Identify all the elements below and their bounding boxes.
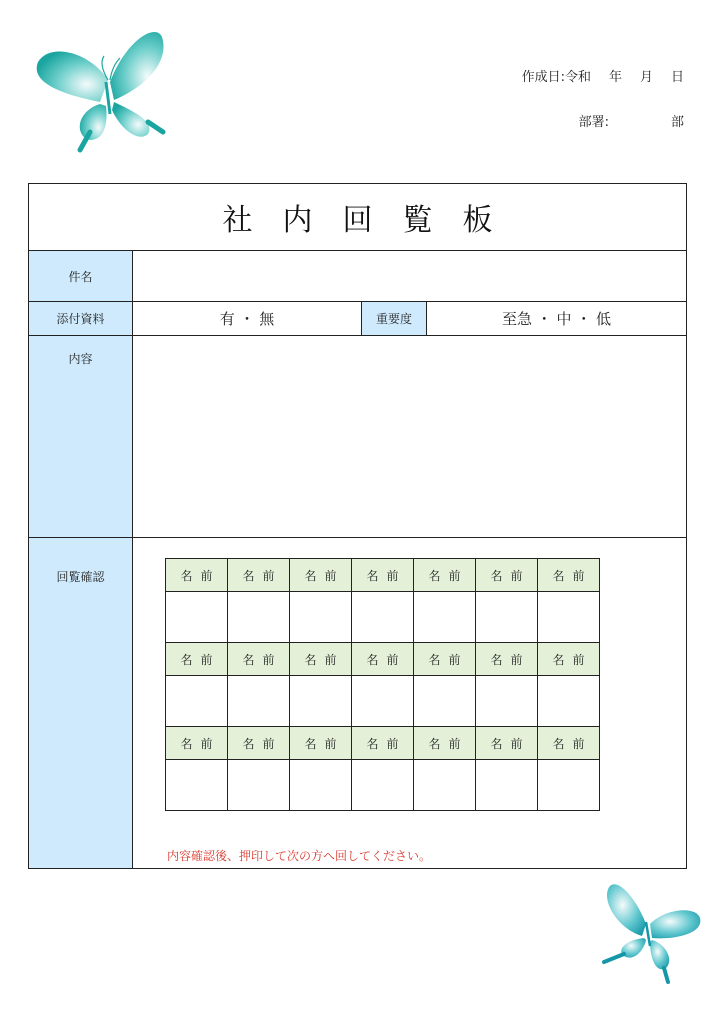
stamp-cell[interactable] bbox=[290, 592, 352, 643]
name-header: 名前 bbox=[352, 559, 414, 592]
month-unit: 月 bbox=[639, 70, 653, 85]
stamp-grid bbox=[165, 558, 600, 811]
title-row bbox=[29, 184, 686, 251]
form-title: 社内回覧板 bbox=[222, 203, 523, 238]
year-unit: 年 bbox=[608, 70, 622, 85]
butterfly-icon bbox=[596, 878, 708, 988]
priority-label: 重要度 bbox=[361, 302, 427, 335]
name-header: 名前 bbox=[476, 643, 538, 676]
subject-field[interactable] bbox=[133, 251, 686, 301]
name-header: 名前 bbox=[290, 643, 352, 676]
stamp-cell[interactable] bbox=[352, 760, 414, 811]
stamp-cell[interactable] bbox=[414, 592, 476, 643]
stamp-cell[interactable] bbox=[538, 760, 600, 811]
stamp-cell[interactable] bbox=[476, 592, 538, 643]
attachment-label: 添付資料 bbox=[29, 302, 133, 335]
attachment-options[interactable]: 有 ・ 無 bbox=[219, 310, 275, 328]
name-header: 名前 bbox=[228, 643, 290, 676]
name-header: 名前 bbox=[476, 727, 538, 760]
day-unit: 日 bbox=[670, 70, 684, 85]
stamp-row bbox=[166, 592, 600, 643]
priority-options[interactable]: 至急 ・ 中 ・ 低 bbox=[501, 310, 612, 328]
name-header: 名前 bbox=[538, 559, 600, 592]
stamp-cell[interactable] bbox=[166, 760, 228, 811]
name-header-row bbox=[166, 643, 600, 676]
stamp-cell[interactable] bbox=[476, 676, 538, 727]
instruction-note: 内容確認後、押印して次の方へ回してください。 bbox=[167, 849, 432, 863]
stamp-cell[interactable] bbox=[352, 676, 414, 727]
created-prefix: 作成日:令和 bbox=[521, 70, 591, 85]
stamp-cell[interactable] bbox=[228, 676, 290, 727]
name-header-row bbox=[166, 559, 600, 592]
stamp-cell[interactable] bbox=[290, 760, 352, 811]
circular-form bbox=[28, 183, 687, 869]
stamp-cell[interactable] bbox=[290, 676, 352, 727]
content-field[interactable] bbox=[133, 336, 686, 537]
name-header: 名前 bbox=[414, 559, 476, 592]
name-header: 名前 bbox=[352, 727, 414, 760]
name-header: 名前 bbox=[290, 727, 352, 760]
check-row bbox=[29, 538, 686, 868]
subject-row bbox=[29, 251, 686, 302]
content-label: 内容 bbox=[29, 336, 133, 537]
name-header: 名前 bbox=[414, 727, 476, 760]
name-header: 名前 bbox=[538, 643, 600, 676]
name-header: 名前 bbox=[166, 727, 228, 760]
dept-unit: 部 bbox=[670, 115, 684, 130]
stamp-row bbox=[166, 760, 600, 811]
stamp-cell[interactable] bbox=[476, 760, 538, 811]
name-header: 名前 bbox=[414, 643, 476, 676]
dept-label: 部署: bbox=[578, 115, 609, 130]
content-row bbox=[29, 336, 686, 538]
created-date bbox=[522, 66, 684, 85]
name-header: 名前 bbox=[166, 559, 228, 592]
department bbox=[579, 111, 684, 130]
name-header: 名前 bbox=[476, 559, 538, 592]
stamp-cell[interactable] bbox=[414, 676, 476, 727]
name-header: 名前 bbox=[228, 559, 290, 592]
stamp-row bbox=[166, 676, 600, 727]
name-header: 名前 bbox=[228, 727, 290, 760]
check-label: 回覧確認 bbox=[29, 538, 133, 868]
name-header-row bbox=[166, 727, 600, 760]
stamp-cell[interactable] bbox=[228, 760, 290, 811]
stamp-cell[interactable] bbox=[538, 592, 600, 643]
subject-label: 件名 bbox=[29, 251, 133, 301]
stamp-cell[interactable] bbox=[166, 676, 228, 727]
name-header: 名前 bbox=[352, 643, 414, 676]
stamp-cell[interactable] bbox=[352, 592, 414, 643]
stamp-cell[interactable] bbox=[414, 760, 476, 811]
stamp-cell[interactable] bbox=[228, 592, 290, 643]
stamp-cell[interactable] bbox=[538, 676, 600, 727]
stamp-cell[interactable] bbox=[166, 592, 228, 643]
name-header: 名前 bbox=[166, 643, 228, 676]
butterfly-icon bbox=[30, 22, 175, 162]
name-header: 名前 bbox=[290, 559, 352, 592]
name-header: 名前 bbox=[538, 727, 600, 760]
attachment-row bbox=[29, 302, 686, 336]
